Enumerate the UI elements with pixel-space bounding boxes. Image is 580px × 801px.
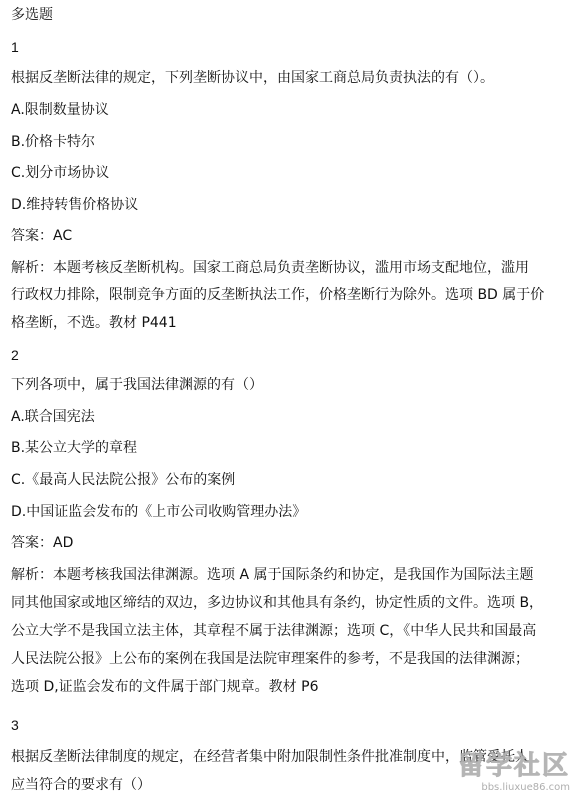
- question-1-stem: 根据反垄断法律的规定，下列垄断协议中，由国家工商总局负责执法的有（）。: [11, 70, 494, 86]
- question-2-stem: 下列各项中，属于我国法律渊源的有（）: [11, 377, 263, 393]
- question-2-option-d: D.中国证监会发布的《上市公司收购管理办法》: [11, 504, 307, 520]
- question-2-answer: 答案：AD: [11, 535, 74, 551]
- question-1-option-a: A.限制数量协议: [11, 102, 109, 118]
- question-2-option-c: C.《最高人民法院公报》公布的案例: [11, 472, 236, 488]
- question-3-stem-line: 根据反垄断法律制度的规定，在经营者集中附加限制性条件批准制度中，监管受托人: [11, 749, 529, 765]
- question-1-number: 1: [11, 39, 19, 55]
- question-1-answer: 答案：AC: [11, 228, 73, 244]
- question-3-number: 3: [11, 717, 19, 733]
- question-2-analysis-line: 公立大学不是我国立法主体，其章程不属于法律渊源；选项 C，《中华人民共和国最高: [11, 623, 537, 639]
- question-2-analysis-line: 人民法院公报》上公布的案例在我国是法院审理案件的参考，不是我国的法律渊源；: [11, 651, 529, 667]
- question-2-option-a: A.联合国宪法: [11, 409, 95, 425]
- section-title: 多选题: [11, 7, 53, 23]
- question-1-option-d: D.维持转售价格协议: [11, 197, 139, 213]
- watermark-url: bbs.liuxue86.com: [481, 782, 570, 793]
- question-2-analysis-line: 同其他国家或地区缔结的双边，多边协议和其他具有条约，协定性质的文件。选项 B，: [11, 595, 544, 611]
- question-2-option-b: B.某公立大学的章程: [11, 440, 138, 456]
- question-3-stem-line: 应当符合的要求有（）: [11, 777, 151, 793]
- question-2-analysis-line: 解析：本题考核我国法律渊源。选项 A 属于国际条约和协定，是我国作为国际法主题: [11, 567, 534, 583]
- question-1-option-c: C.划分市场协议: [11, 165, 110, 181]
- question-1-analysis-line: 解析：本题考核反垄断机构。国家工商总局负责垄断协议，滥用市场支配地位，滥用: [11, 260, 529, 276]
- question-1-option-b: B.价格卡特尔: [11, 134, 96, 150]
- question-2-analysis-line: 选项 D,证监会发布的文件属于部门规章。教材 P6: [11, 679, 319, 695]
- question-1-analysis-line: 行政权力排除，限制竞争方面的反垄断执法工作，价格垄断行为除外。选项 BD 属于价: [11, 287, 545, 303]
- watermark-logo-text: 留学社区: [457, 751, 570, 781]
- question-2-number: 2: [11, 347, 19, 363]
- question-1-analysis-line: 格垄断，不选。教材 P441: [11, 315, 177, 331]
